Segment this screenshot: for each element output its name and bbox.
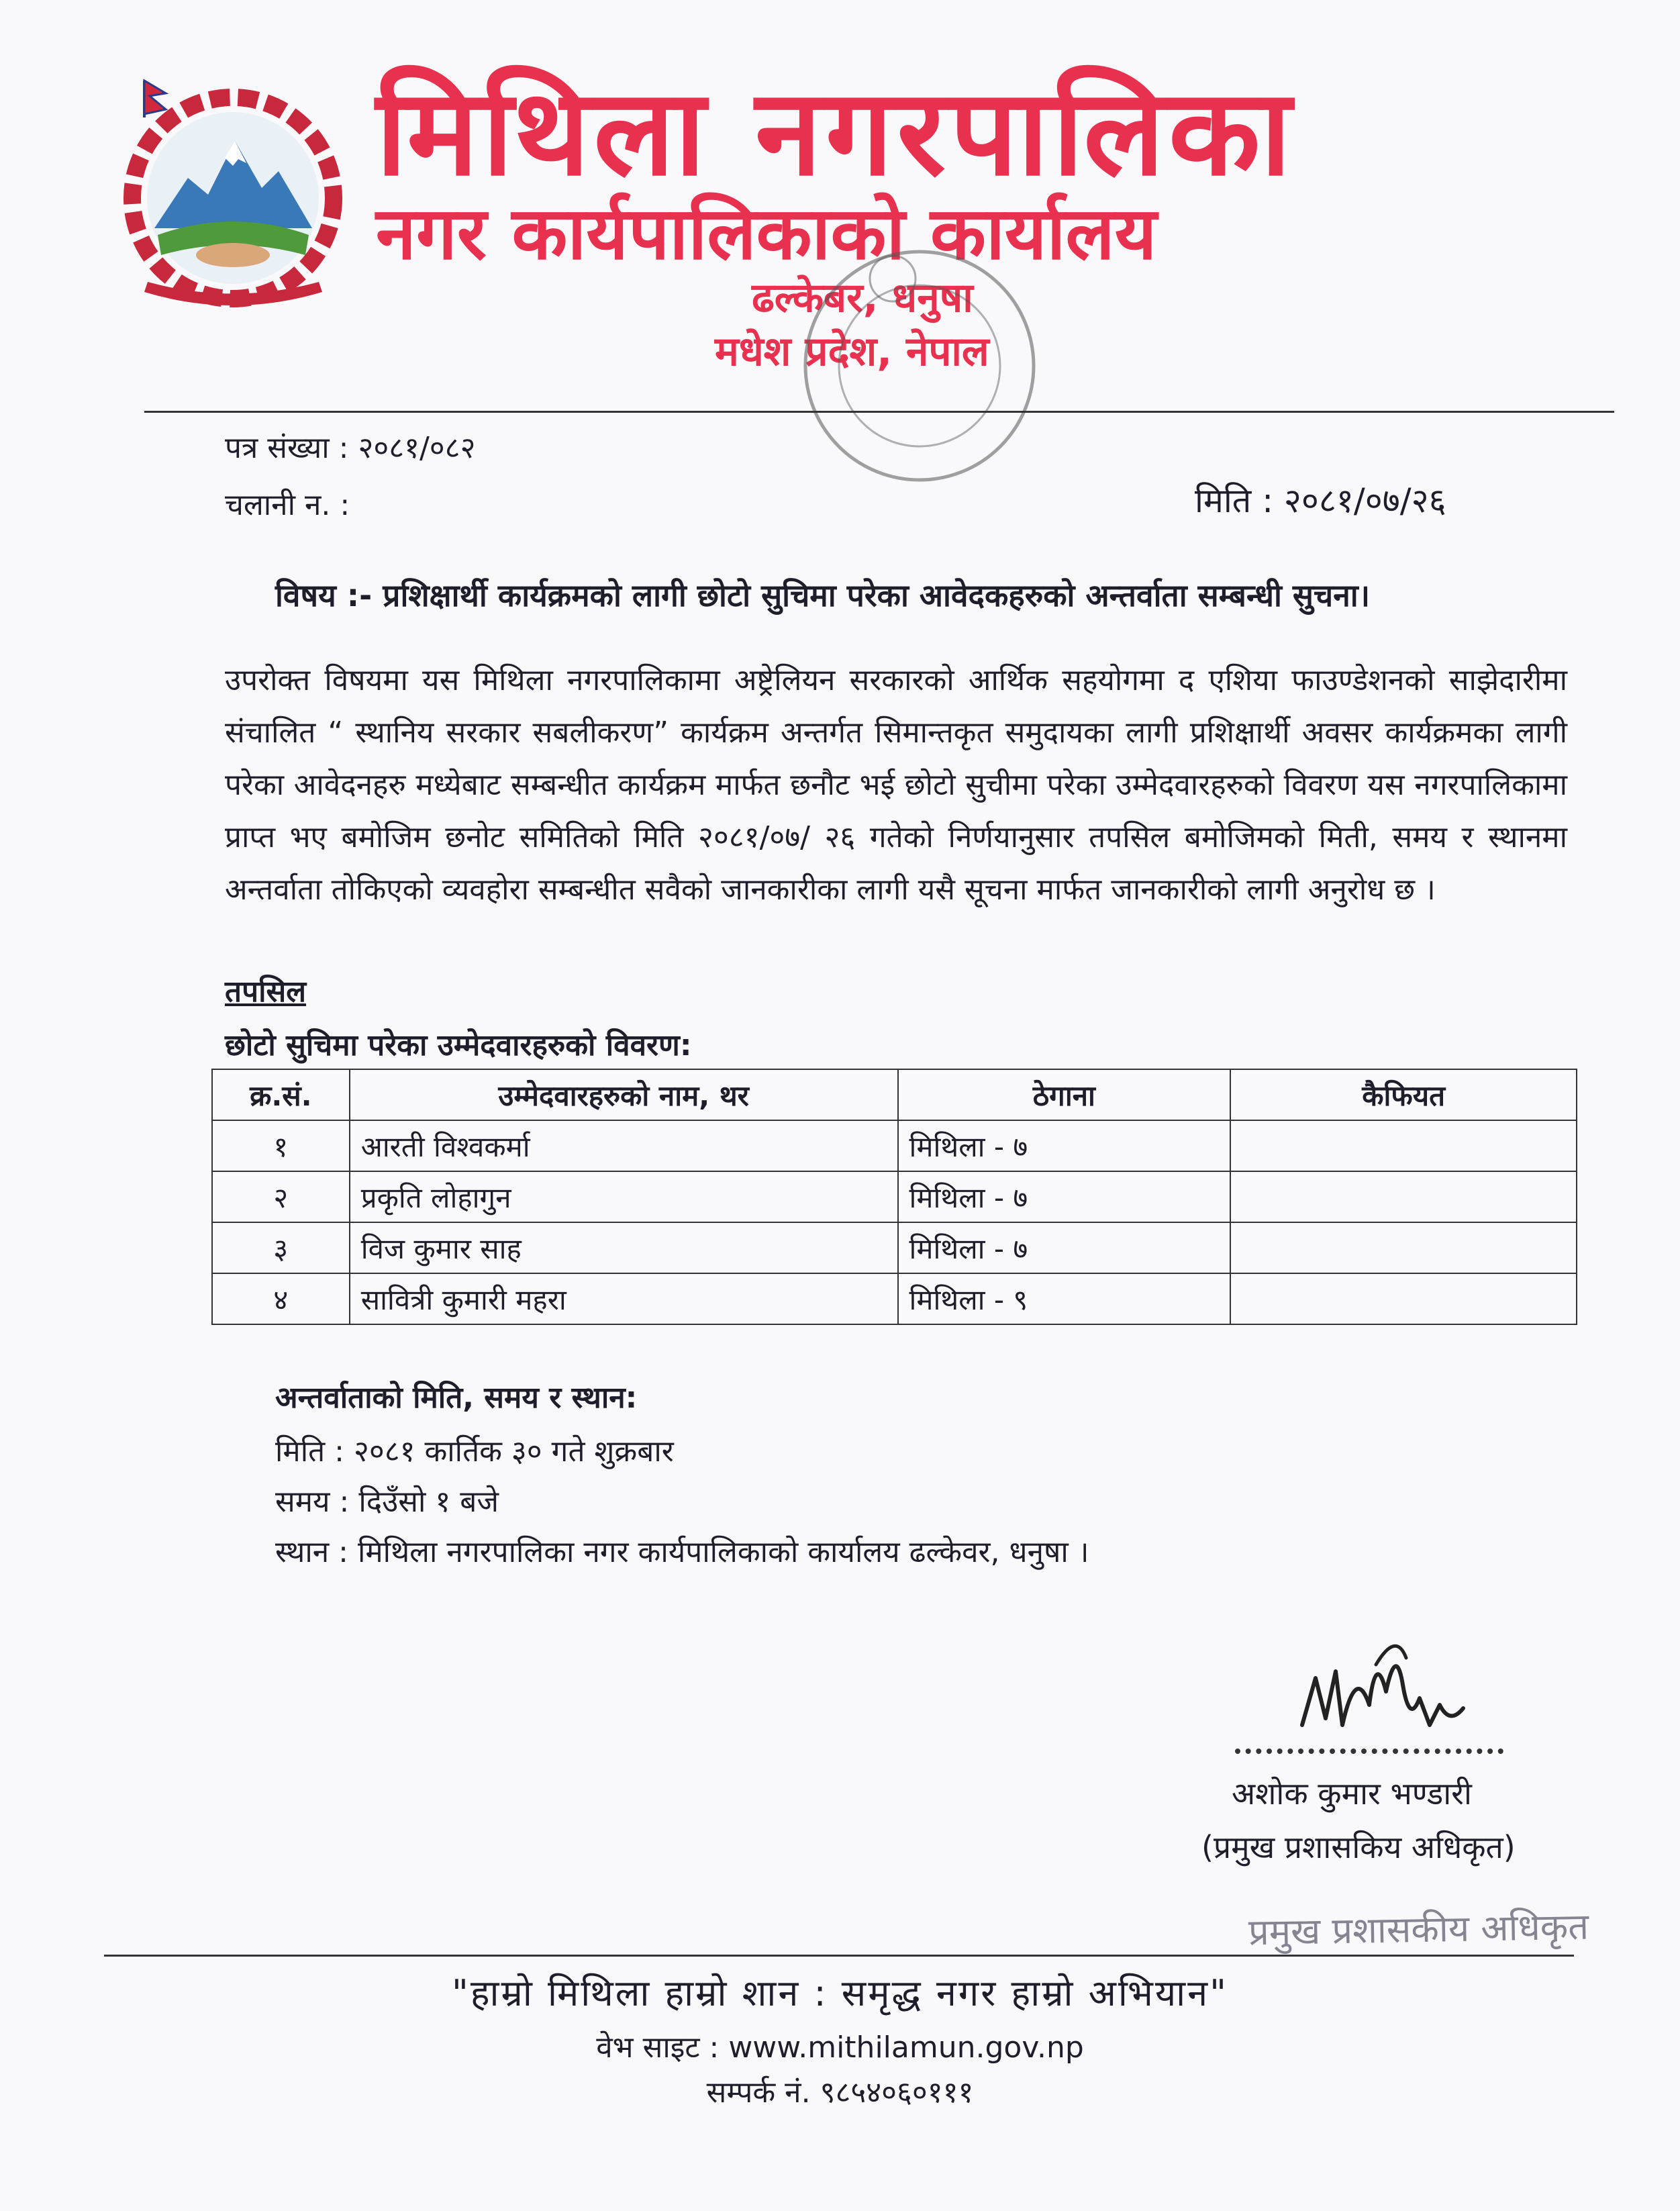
address-line1: ढल्केबर, धनुषा <box>752 275 973 322</box>
table-header-row <box>212 1069 1577 1120</box>
signer-title: (प्रमुख प्रशासकिय अधिकृत) <box>1201 1829 1516 1865</box>
candidates-table <box>211 1069 1577 1325</box>
interview-time: समय : दिउँसो १ बजे <box>275 1485 499 1519</box>
table-row <box>212 1273 1577 1324</box>
row-serial: १ <box>212 1120 350 1171</box>
footer-website: वेभ साइट : www.mithilamun.gov.np <box>596 2030 1084 2065</box>
row-serial: ३ <box>212 1222 350 1273</box>
interview-place: स्थान : मिथिला नगरपालिका नगर कार्यपालिकाको कार्यालय ढल्केवर, धनुषा । <box>275 1535 1089 1569</box>
row-address: मिथिला - ७ <box>898 1222 1231 1273</box>
office-round-stamp-icon <box>779 238 1060 493</box>
table-row <box>212 1222 1577 1273</box>
table-caption: छोटो सुचिमा परेका उम्मेदवारहरुको विवरण: <box>225 1028 692 1063</box>
nepal-government-emblem-icon <box>117 77 349 319</box>
table-row <box>212 1171 1577 1222</box>
row-name: आरती विश्वकर्मा <box>350 1120 898 1171</box>
letter-number: पत्र संख्या : २०८१/०८२ <box>225 431 476 465</box>
row-address: मिथिला - ७ <box>898 1171 1231 1222</box>
letter-date: मिति : २०८१/०७/२६ <box>1195 481 1446 520</box>
interview-heading: अन्तर्वाताको मिति, समय र स्थान: <box>275 1381 638 1415</box>
dispatch-number: चलानी न. : <box>225 488 350 522</box>
office-name: नगर कार्यपालिकाको कार्यालय <box>376 192 1157 276</box>
row-name: विज कुमार साह <box>350 1222 898 1273</box>
footer-rule <box>104 1955 1574 1957</box>
row-name: सावित्री कुमारी महरा <box>350 1273 898 1324</box>
header-rule <box>144 411 1614 413</box>
row-name: प्रकृति लोहागुन <box>350 1171 898 1222</box>
row-remarks <box>1230 1120 1577 1171</box>
signer-name: अशोक कुमार भण्डारी <box>1232 1775 1472 1812</box>
row-address: मिथिला - ७ <box>898 1120 1231 1171</box>
header-remarks: कैफियत <box>1230 1069 1577 1120</box>
footer-contact: सम्पर्क नं. ९८५४०६०१११ <box>706 2075 974 2110</box>
header-name: उम्मेदवारहरुको नाम, थर <box>350 1069 898 1120</box>
row-remarks <box>1230 1171 1577 1222</box>
row-remarks <box>1230 1273 1577 1324</box>
details-heading: तपसिल <box>225 975 307 1009</box>
designation-seal: प्रमुख प्रशासकीय अधिकृत <box>1248 1905 1589 1954</box>
row-address: मिथिला - ९ <box>898 1273 1231 1324</box>
handwritten-signature-icon <box>1295 1624 1477 1745</box>
body-paragraph: उपरोक्त विषयमा यस मिथिला नगरपालिकामा अष्ट्रेलियन सरकारको आर्थिक सहयोगमा द एशिया फाउण्डेशनको साझेदारीमा संचालित “ स्थानिय सरकार सबलीकरण” कार्यक्रम अन्तर्गत सिमान्तकृत समुदायका लागी प्रशिक्षार्थी अवसर कार्यक्रमका लागी परेका आवेदनहरु मध्येबाट सम्बन्धीत कार्यक्रम मार्फत छनौट भई छोटो सुचीमा परेका उम्मेदवारहरुको विवरण यस नगरपालिकामा प्राप्त भए बमोजिम छनोट समितिको मिति २०८१/०७/ २६ गतेको निर्णयानुसार तपसिल बमोजिमको मिती, समय र स्थानमा अन्तर्वाता तोकिएको व्यवहोरा सम्बन्धीत सवैको जानकारीका लागी यसै सूचना मार्फत जानकारीको लागी अनुरोध छ । <box>225 663 1567 907</box>
row-remarks <box>1230 1222 1577 1273</box>
table-row <box>212 1120 1577 1171</box>
footer-slogan: "हाम्रो मिथिला हाम्रो शान : समृद्ध नगर हाम्रो अभियान" <box>452 1972 1228 2014</box>
signature-dotted-line <box>1235 1749 1503 1754</box>
row-serial: ४ <box>212 1273 350 1324</box>
address-line2: मधेश प्रदेश, नेपाल <box>715 328 989 375</box>
interview-date: मिति : २०८१ कार्तिक ३० गते शुक्रबार <box>275 1434 674 1469</box>
row-serial: २ <box>212 1171 350 1222</box>
header-address: ठेगाना <box>898 1069 1231 1120</box>
subject-line: विषय :- प्रशिक्षार्थी कार्यक्रमको लागी छोटो सुचिमा परेका आवेदकहरुको अन्तर्वाता सम्बन्धी सुचना। <box>275 577 1371 613</box>
org-name: मिथिला नगरपालिका <box>376 63 1295 202</box>
header-serial: क्र.सं. <box>212 1069 350 1120</box>
